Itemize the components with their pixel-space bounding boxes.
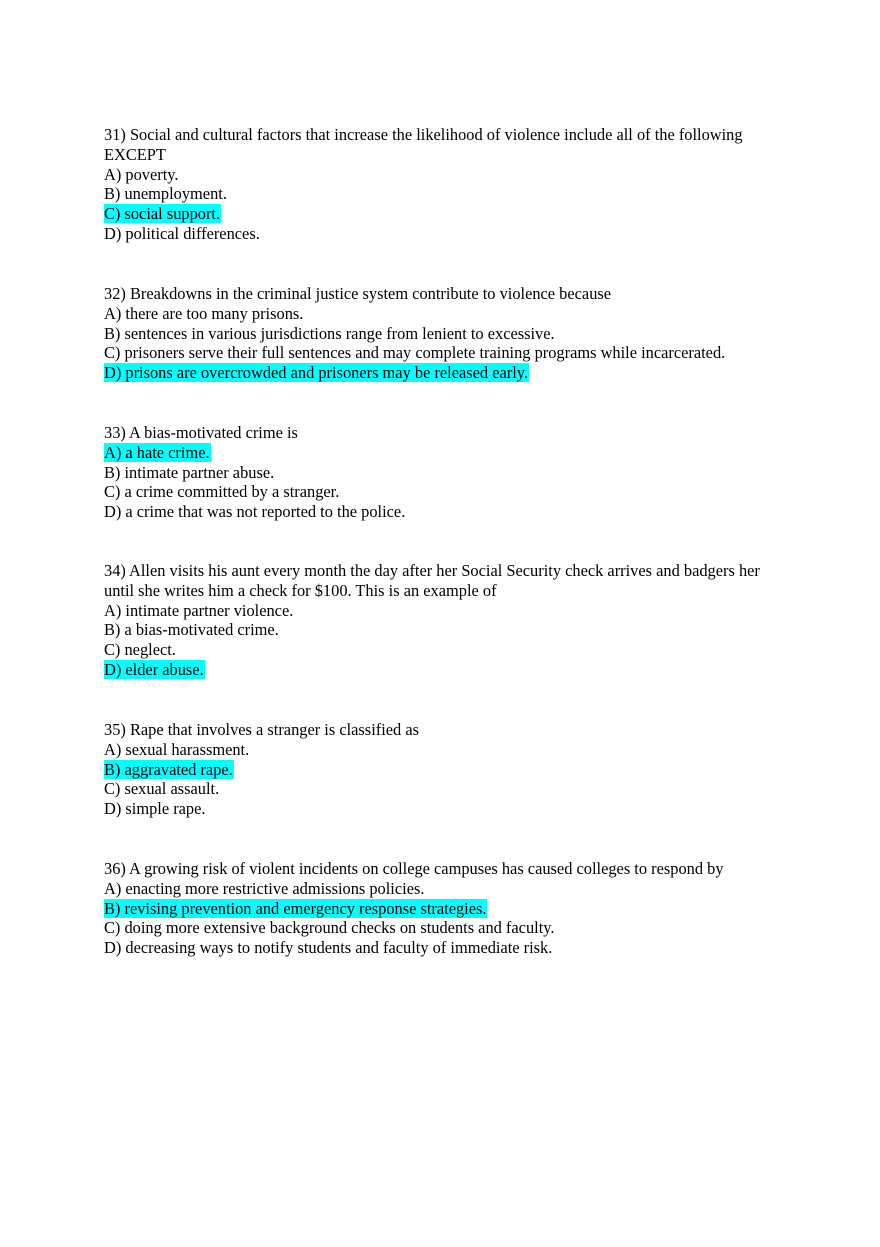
answer-option-c: C) sexual assault. bbox=[104, 779, 220, 799]
answer-option-d: D) decreasing ways to notify students and faculty of immediate risk. bbox=[104, 938, 553, 958]
answer-option-b-highlighted: B) revising prevention and emergency response strategies. bbox=[104, 898, 487, 918]
question-stem: 31) Social and cultural factors that increase the likelihood of violence include all of the following EXCEPT bbox=[104, 125, 743, 164]
question-33 bbox=[104, 423, 794, 522]
answer-option-d-highlighted: D) elder abuse. bbox=[104, 659, 204, 679]
answer-option-c: C) prisoners serve their full sentences and may complete training programs while incarcerated. bbox=[104, 343, 726, 363]
question-31 bbox=[104, 125, 794, 244]
question-stem: 36) A growing risk of violent incidents on college campuses has caused colleges to respond by bbox=[104, 859, 724, 878]
question-stem: 34) Allen visits his aunt every month the day after her Social Security check arrives and badgers her until she writes him a check for $100. This is an example of bbox=[104, 561, 760, 600]
answer-option-a-highlighted: A) a hate crime. bbox=[104, 442, 210, 462]
question-stem: 32) Breakdowns in the criminal justice system contribute to violence because bbox=[104, 284, 612, 303]
answer-option-d: D) simple rape. bbox=[104, 799, 206, 819]
question-32 bbox=[104, 284, 794, 383]
question-stem: 33) A bias-motivated crime is bbox=[104, 423, 298, 442]
question-36 bbox=[104, 859, 794, 958]
answer-option-c: C) neglect. bbox=[104, 640, 176, 660]
answer-option-d: D) political differences. bbox=[104, 223, 260, 243]
answer-option-d-highlighted: D) prisons are overcrowded and prisoners may be released early. bbox=[104, 363, 529, 383]
answer-option-b: B) intimate partner abuse. bbox=[104, 462, 275, 482]
answer-option-a: A) there are too many prisons. bbox=[104, 303, 304, 323]
question-stem: 35) Rape that involves a stranger is classified as bbox=[104, 720, 419, 739]
answer-option-c: C) a crime committed by a stranger. bbox=[104, 482, 340, 502]
question-34 bbox=[104, 561, 794, 680]
answer-option-d: D) a crime that was not reported to the police. bbox=[104, 502, 406, 522]
answer-option-b: B) a bias-motivated crime. bbox=[104, 620, 279, 640]
answer-option-c: C) doing more extensive background checks on students and faculty. bbox=[104, 918, 555, 938]
answer-option-b: B) unemployment. bbox=[104, 184, 227, 204]
answer-option-a: A) poverty. bbox=[104, 164, 179, 184]
question-35 bbox=[104, 720, 794, 819]
answer-option-c-highlighted: C) social support. bbox=[104, 204, 221, 224]
answer-option-b: B) sentences in various jurisdictions range from lenient to excessive. bbox=[104, 323, 555, 343]
answer-option-b-highlighted: B) aggravated rape. bbox=[104, 759, 233, 779]
answer-option-a: A) intimate partner violence. bbox=[104, 600, 294, 620]
answer-option-a: A) sexual harassment. bbox=[104, 739, 250, 759]
answer-option-a: A) enacting more restrictive admissions policies. bbox=[104, 878, 425, 898]
